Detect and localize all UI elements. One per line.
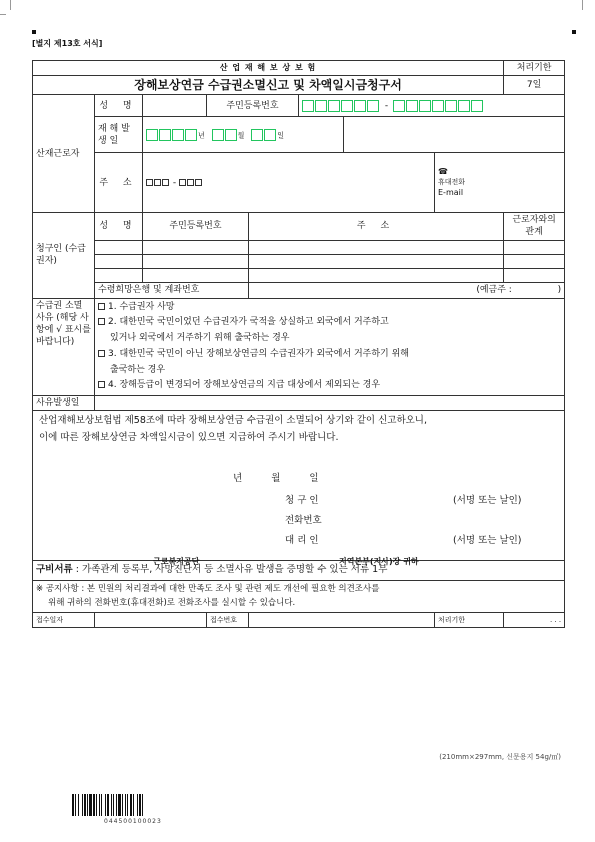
crop-mark [10, 0, 11, 10]
agent-sign-field[interactable]: (서명 또는 날인) [453, 535, 522, 547]
claimant-cell[interactable] [249, 254, 504, 268]
barcode-bar [75, 794, 76, 816]
bank-label: 수령희망은행 및 계좌번호 [95, 282, 249, 298]
accident-date-label: 재 해 발 생 일 [95, 117, 143, 153]
barcode-bar [127, 794, 128, 816]
crop-mark [0, 14, 6, 15]
mobile-label: 휴대전화 [438, 178, 466, 187]
accident-date-field[interactable]: 년 월 일 [143, 117, 344, 153]
footer-deadline-value: . . . [504, 613, 565, 628]
reason-date-label: 사유발생일 [33, 396, 95, 411]
barcode-bar [101, 794, 102, 816]
reason-section-label: 수급권 소멸사유 (해당 사항에 √ 표시를 바랍니다) [33, 298, 95, 396]
claimant-cell[interactable] [95, 268, 143, 282]
claimant-cell[interactable] [504, 254, 565, 268]
barcode-bar [78, 794, 79, 816]
reason-option-1[interactable]: 1. 수급권자 사망 [98, 300, 561, 316]
barcode-bar [105, 794, 106, 816]
claimant-cell[interactable] [504, 268, 565, 282]
claimant-cell[interactable] [95, 240, 143, 254]
form-org: 산 업 재 해 보 상 보 험 [33, 61, 504, 76]
barcode-bar [125, 794, 126, 816]
barcode-bar [130, 794, 132, 816]
barcode-bar [139, 794, 141, 816]
claimant-cell[interactable] [143, 240, 249, 254]
deadline-value: 7일 [504, 76, 565, 95]
barcode-bar [84, 794, 86, 816]
receipt-date-field[interactable] [95, 613, 207, 628]
form-number-label: [별지 제13호 서식] [32, 39, 103, 48]
claimant-col-rrn: 주민등록번호 [143, 213, 249, 240]
declaration-line1: 산업재해보상보험법 제58조에 따라 장해보상연금 수급권이 소멸되어 상기와 같이 신고하오니, [39, 415, 427, 427]
branch-name: 지역본부(지사)장 귀하 [339, 557, 419, 567]
worker-address-field[interactable]: - [143, 153, 435, 213]
receipt-date-label: 접수일자 [33, 613, 95, 628]
reason-date-field[interactable] [95, 396, 565, 411]
worker-rrn-label: 주민등록번호 [207, 95, 299, 117]
paper-size-note: (210mm×297mm, 신문용지 54g/㎡) [439, 753, 561, 761]
barcode-bar [87, 794, 88, 816]
declaration-block [33, 411, 565, 567]
reason-option-2[interactable]: 2. 대한민국 국민이었던 수급권자가 국적을 상실하고 외국에서 거주하고 [98, 315, 561, 331]
barcode-bar [118, 794, 121, 816]
notice-line2: 위해 귀하의 전화번호(휴대전화)로 전화조사를 실시할 수 있습니다. [48, 597, 296, 608]
email-label: E-mail [438, 187, 464, 197]
barcode-bar [122, 794, 123, 816]
required-docs [33, 561, 565, 581]
reason-option-3-cont: 출국하는 경우 [110, 364, 166, 375]
declaration-line2: 이에 따른 장해보상연금 차액일시금이 있으면 지급하여 주시기 바랍니다. [39, 432, 339, 444]
deadline-label: 처리기한 [504, 61, 565, 76]
required-docs-label: 구비서류 [36, 564, 73, 576]
declaration-date: 년 월 일 [233, 473, 319, 485]
worker-name-field[interactable] [143, 95, 207, 117]
claimant-cell[interactable] [504, 240, 565, 254]
agency-name: 근로복지공단 [153, 557, 200, 567]
barcode-bar [72, 794, 74, 816]
claimant-col-name: 성 명 [95, 213, 143, 240]
accident-blank [344, 117, 565, 153]
barcode-bar [113, 794, 114, 816]
barcode-bar [111, 794, 112, 816]
worker-section-label: 산재근로자 [33, 95, 95, 213]
claimant-section-label: 청구인 (수급권자) [33, 213, 95, 298]
barcode [72, 794, 186, 816]
corner-marker [572, 30, 576, 34]
claimant-col-address: 주 소 [249, 213, 504, 240]
crop-mark [582, 0, 583, 10]
bank-account-field[interactable]: (예금주 : ) [249, 282, 565, 298]
claimant-col-relation: 근로자와의 관계 [504, 213, 565, 240]
worker-contact [435, 153, 565, 213]
claimant-sign-field[interactable]: (서명 또는 날인) [453, 495, 522, 507]
claimant-sign-label: 청 구 인 [285, 495, 319, 507]
barcode-bar [82, 794, 83, 816]
worker-rrn-field[interactable]: - [299, 95, 565, 117]
claim-form-table [32, 60, 565, 628]
worker-name-label: 성 명 [95, 95, 143, 117]
reason-options [95, 298, 565, 396]
barcode-bar [133, 794, 134, 816]
barcode-bar [89, 794, 92, 816]
notice [33, 581, 565, 613]
barcode-bar [99, 794, 100, 816]
barcode-bar [137, 794, 138, 816]
reason-option-3[interactable]: 3. 대한민국 국민이 아닌 장해보상연금의 수급권자가 외국에서 거주하기 위해 [98, 347, 561, 363]
reason-option-2-cont: 있거나 외국에서 거주하기 위해 출국하는 경우 [110, 333, 290, 344]
receipt-no-label: 접수번호 [207, 613, 249, 628]
claimant-cell[interactable] [95, 254, 143, 268]
claimant-cell[interactable] [249, 268, 504, 282]
footer-deadline-label: 처리기한 [435, 613, 504, 628]
receipt-no-field[interactable] [249, 613, 435, 628]
barcode-bar [93, 794, 95, 816]
barcode-number: 044500100023 [104, 818, 162, 825]
holder-label: (예금주 : [476, 285, 512, 296]
barcode-bar [107, 794, 109, 816]
required-docs-text: : 가족관계 등록부, 사망진단서 등 소멸사유 발생을 증명할 수 있는 서류 1부 [75, 564, 388, 576]
claimant-cell[interactable] [249, 240, 504, 254]
phone-icon: ☎ [438, 167, 448, 177]
corner-marker [32, 30, 36, 34]
phone-label: 전화번호 [285, 515, 322, 527]
claimant-cell[interactable] [143, 268, 249, 282]
barcode-bar [142, 794, 143, 816]
claimant-cell[interactable] [143, 254, 249, 268]
barcode-bar [116, 794, 117, 816]
agent-sign-label: 대 리 인 [285, 535, 319, 547]
barcode-bar [96, 794, 97, 816]
notice-line1: ※ 공지사항 : 본 민원의 처리결과에 대한 만족도 조사 및 관련 제도 개선에 필요한 의견조사를 [36, 584, 380, 595]
form-title: 장해보상연금 수급권소멸신고 및 차액일시금청구서 [33, 76, 504, 95]
reason-option-4[interactable]: 4. 장해등급이 변경되어 장해보상연금의 지급 대상에서 제외되는 경우 [98, 378, 561, 394]
worker-address-label: 주 소 [95, 153, 143, 213]
